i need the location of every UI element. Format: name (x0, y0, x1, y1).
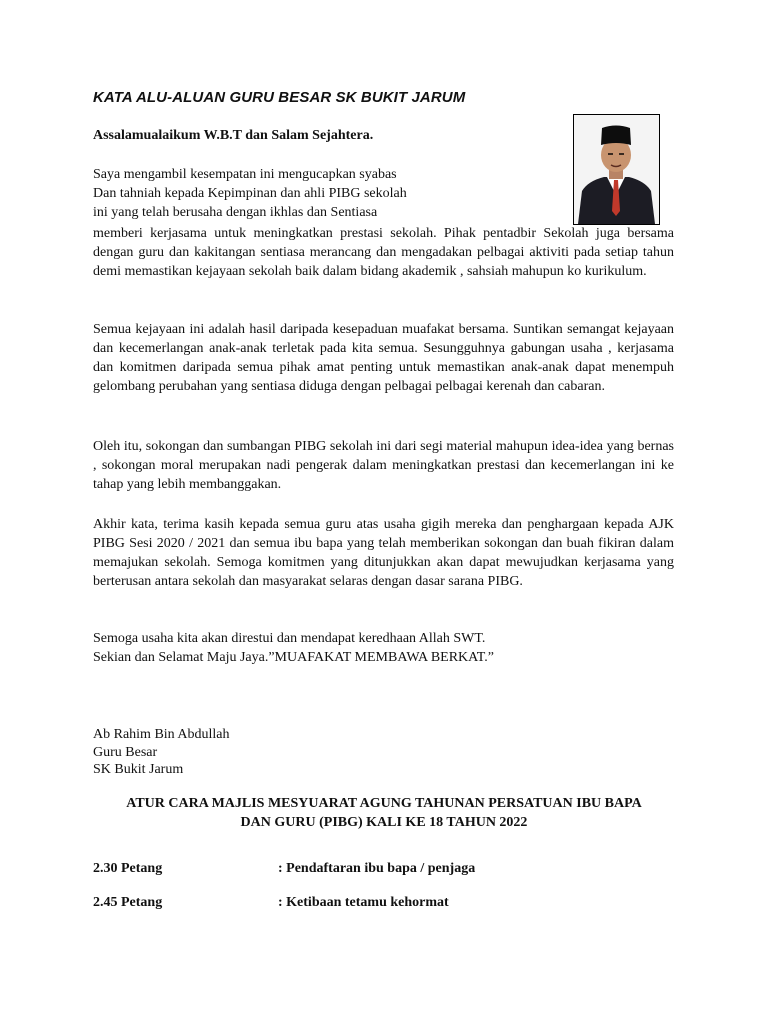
agenda-time: 2.30 Petang (93, 861, 163, 876)
agenda-title-line-2: DAN GURU (PIBG) KALI KE 18 TAHUN 2022 (240, 815, 528, 830)
closing-line-1: Semoga usaha kita akan direstui dan mendapat keredhaan Allah SWT. (93, 631, 486, 646)
agenda-time: 2.45 Petang (93, 895, 163, 910)
agenda-title (70, 794, 698, 832)
agenda-title-line-1: ATUR CARA MAJLIS MESYUARAT AGUNG TAHUNAN PERSATUAN IBU BAPA (126, 796, 642, 811)
paragraph-2: Semua kejayaan ini adalah hasil daripada kesepaduan muafakat bersama. Suntikan semangat kejayaan dan kecemerlangan anak-anak terletak pada kita semua. Sesungguhnya gabungan usaha , kerjasama dan komitmen daripada semua pihak amat penting untuk memastikan anak-anak dapat menempuh gelombang perubahan yang sentiasa diduga dengan pelbagai pelbagai kerenah dan cabaran. (93, 322, 674, 394)
agenda-item (93, 861, 693, 881)
signature-school: SK Bukit Jarum (93, 762, 184, 777)
closing-line-2: Sekian dan Selamat Maju Jaya.”MUAFAKAT MEMBAWA BERKAT.” (93, 650, 494, 665)
agenda-description: : Ketibaan tetamu kehormat (278, 895, 449, 910)
signature-block (93, 726, 230, 779)
agenda-item (93, 895, 693, 915)
headmaster-photo (573, 114, 660, 225)
greeting: Assalamualaikum W.B.T dan Salam Sejahtera. (93, 128, 374, 143)
paragraph-4: Akhir kata, terima kasih kepada semua guru atas usaha gigih mereka dan penghargaan kepada AJK PIBG Sesi 2020 / 2021 dan semua ibu bapa yang telah memberikan sokongan dan buah fikiran dalam memajukan sekolah. Semoga komitmen yang ditunjukkan akan dapat mewujudkan kerjasama yang berterusan antara sekolah dan masyarakat selaras dengan dasar sarana PIBG. (93, 517, 674, 589)
intro-line-3: ini yang telah berusaha dengan ikhlas dan Sentiasa (93, 205, 378, 220)
intro-line-1: Saya mengambil kesempatan ini mengucapkan syabas (93, 167, 397, 182)
signature-position: Guru Besar (93, 744, 158, 760)
paragraph-3: Oleh itu, sokongan dan sumbangan PIBG sekolah ini dari segi material mahupun idea-idea yang bernas , sokongan moral merupakan nadi pengerak dalam meningkatkan prestasi dan kecemerlangan ini ke tahap yang lebih membanggakan. (93, 439, 674, 492)
paragraph-1: memberi kerjasama untuk meningkatkan prestasi sekolah. Pihak pentadbir Sekolah juga bersama dengan guru dan kakitangan sentiasa merancang dan mengadakan pelbagai aktiviti pada setiap tahun demi memastikan kejayaan sekolah baik dalam bidang akademik , sahsiah mahupun ko kurikulum. (93, 226, 674, 279)
page-title: KATA ALU-ALUAN GURU BESAR SK BUKIT JARUM (93, 89, 466, 106)
intro-line-2: Dan tahniah kepada Kepimpinan dan ahli PIBG sekolah (93, 186, 407, 201)
agenda-description: : Pendaftaran ibu bapa / penjaga (278, 861, 476, 876)
signature-name: Ab Rahim Bin Abdullah (93, 727, 230, 742)
